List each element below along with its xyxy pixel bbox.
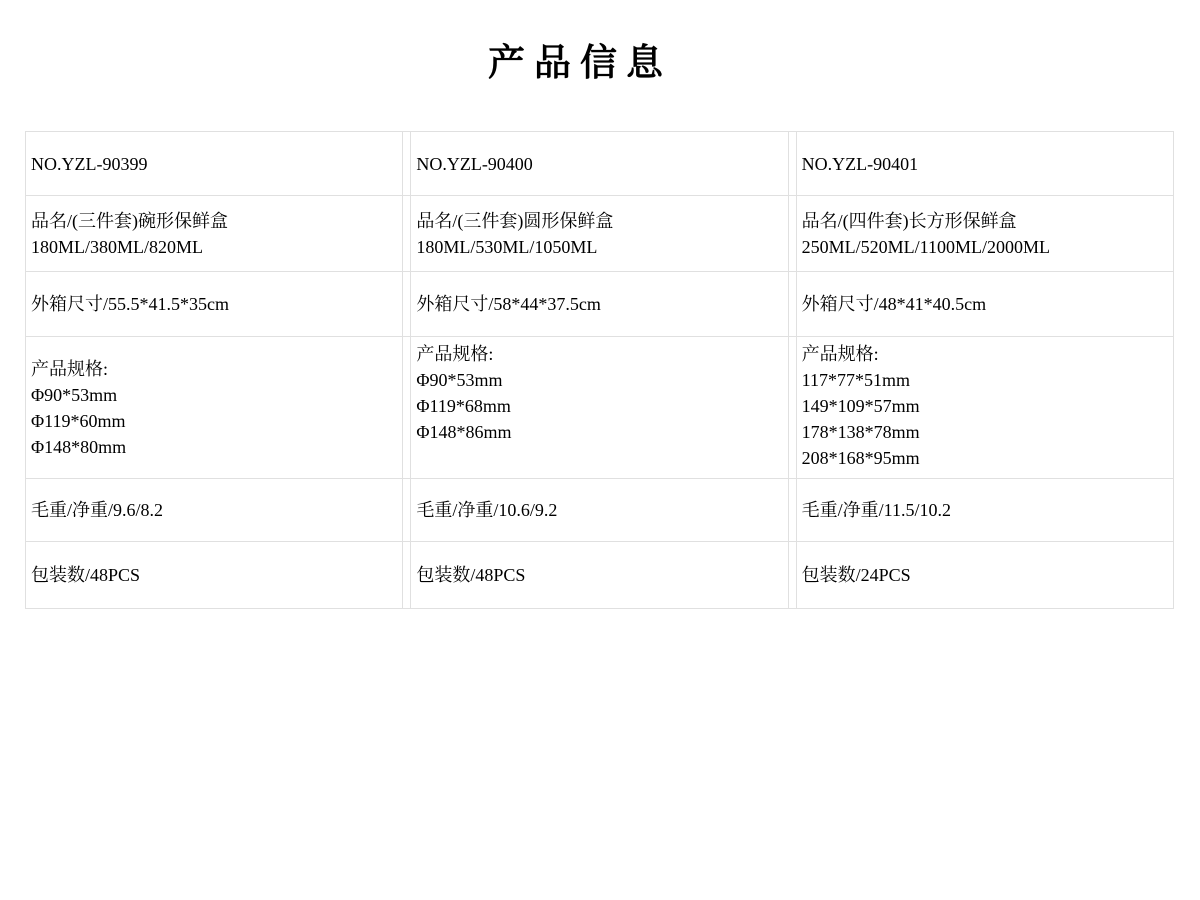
row-packing	[26, 542, 1174, 609]
product-specs-cell	[796, 337, 1173, 479]
column-spacer	[788, 337, 796, 479]
row-product-no	[26, 132, 1174, 196]
product-specs-cell	[411, 337, 788, 479]
column-spacer	[788, 272, 796, 337]
column-spacer	[403, 479, 411, 542]
column-spacer	[403, 196, 411, 272]
product-volumes: 250ML/520ML/1100ML/2000ML	[801, 236, 1050, 257]
product-name-cell	[26, 196, 403, 272]
product-no-cell: NO.YZL-90399	[26, 132, 403, 196]
page-title: 产品信息	[488, 42, 672, 83]
product-name: 品名/(三件套)圆形保鲜盒	[416, 210, 614, 231]
product-name-cell	[796, 196, 1173, 272]
column-spacer	[788, 542, 796, 609]
spec-line: Φ119*60mm	[31, 410, 126, 431]
product-name: 品名/(四件套)长方形保鲜盒	[801, 210, 1017, 231]
spec-line: Φ148*86mm	[416, 422, 512, 442]
packing-cell: 包装数/48PCS	[26, 542, 403, 609]
column-spacer	[403, 337, 411, 479]
spec-line: Φ148*80mm	[31, 436, 127, 457]
product-no-cell: NO.YZL-90400	[411, 132, 788, 196]
carton-size-cell: 外箱尺寸/48*41*40.5cm	[796, 272, 1173, 337]
spec-line: 117*77*51mm	[801, 370, 910, 390]
product-specs-cell	[26, 337, 403, 479]
row-weight	[26, 479, 1174, 542]
spec-line: Φ119*68mm	[416, 396, 511, 416]
carton-size-cell: 外箱尺寸/55.5*41.5*35cm	[26, 272, 403, 337]
row-carton-size	[26, 272, 1174, 337]
row-product-name	[26, 196, 1174, 272]
specs-title: 产品规格:	[416, 344, 494, 364]
column-spacer	[788, 479, 796, 542]
specs-title: 产品规格:	[31, 358, 109, 379]
column-spacer	[788, 196, 796, 272]
column-spacer	[403, 272, 411, 337]
product-no-cell: NO.YZL-90401	[796, 132, 1173, 196]
product-volumes: 180ML/530ML/1050ML	[416, 236, 598, 257]
weight-cell: 毛重/净重/10.6/9.2	[411, 479, 788, 542]
column-spacer	[403, 132, 411, 196]
column-spacer	[788, 132, 796, 196]
spec-line: Φ90*53mm	[416, 370, 503, 390]
product-info-table	[25, 131, 1174, 609]
product-name: 品名/(三件套)碗形保鲜盒	[31, 210, 228, 231]
column-spacer	[403, 542, 411, 609]
product-volumes: 180ML/380ML/820ML	[31, 236, 204, 257]
product-name-cell	[411, 196, 788, 272]
carton-size-cell: 外箱尺寸/58*44*37.5cm	[411, 272, 788, 337]
packing-cell: 包装数/48PCS	[411, 542, 788, 609]
spec-line: 208*168*95mm	[801, 448, 920, 468]
weight-cell: 毛重/净重/9.6/8.2	[26, 479, 403, 542]
specs-title: 产品规格:	[801, 344, 879, 364]
weight-cell: 毛重/净重/11.5/10.2	[796, 479, 1173, 542]
spec-line: 149*109*57mm	[801, 396, 920, 416]
packing-cell: 包装数/24PCS	[796, 542, 1173, 609]
row-product-specs	[26, 337, 1174, 479]
spec-line: 178*138*78mm	[801, 422, 920, 442]
spec-line: Φ90*53mm	[31, 384, 118, 405]
